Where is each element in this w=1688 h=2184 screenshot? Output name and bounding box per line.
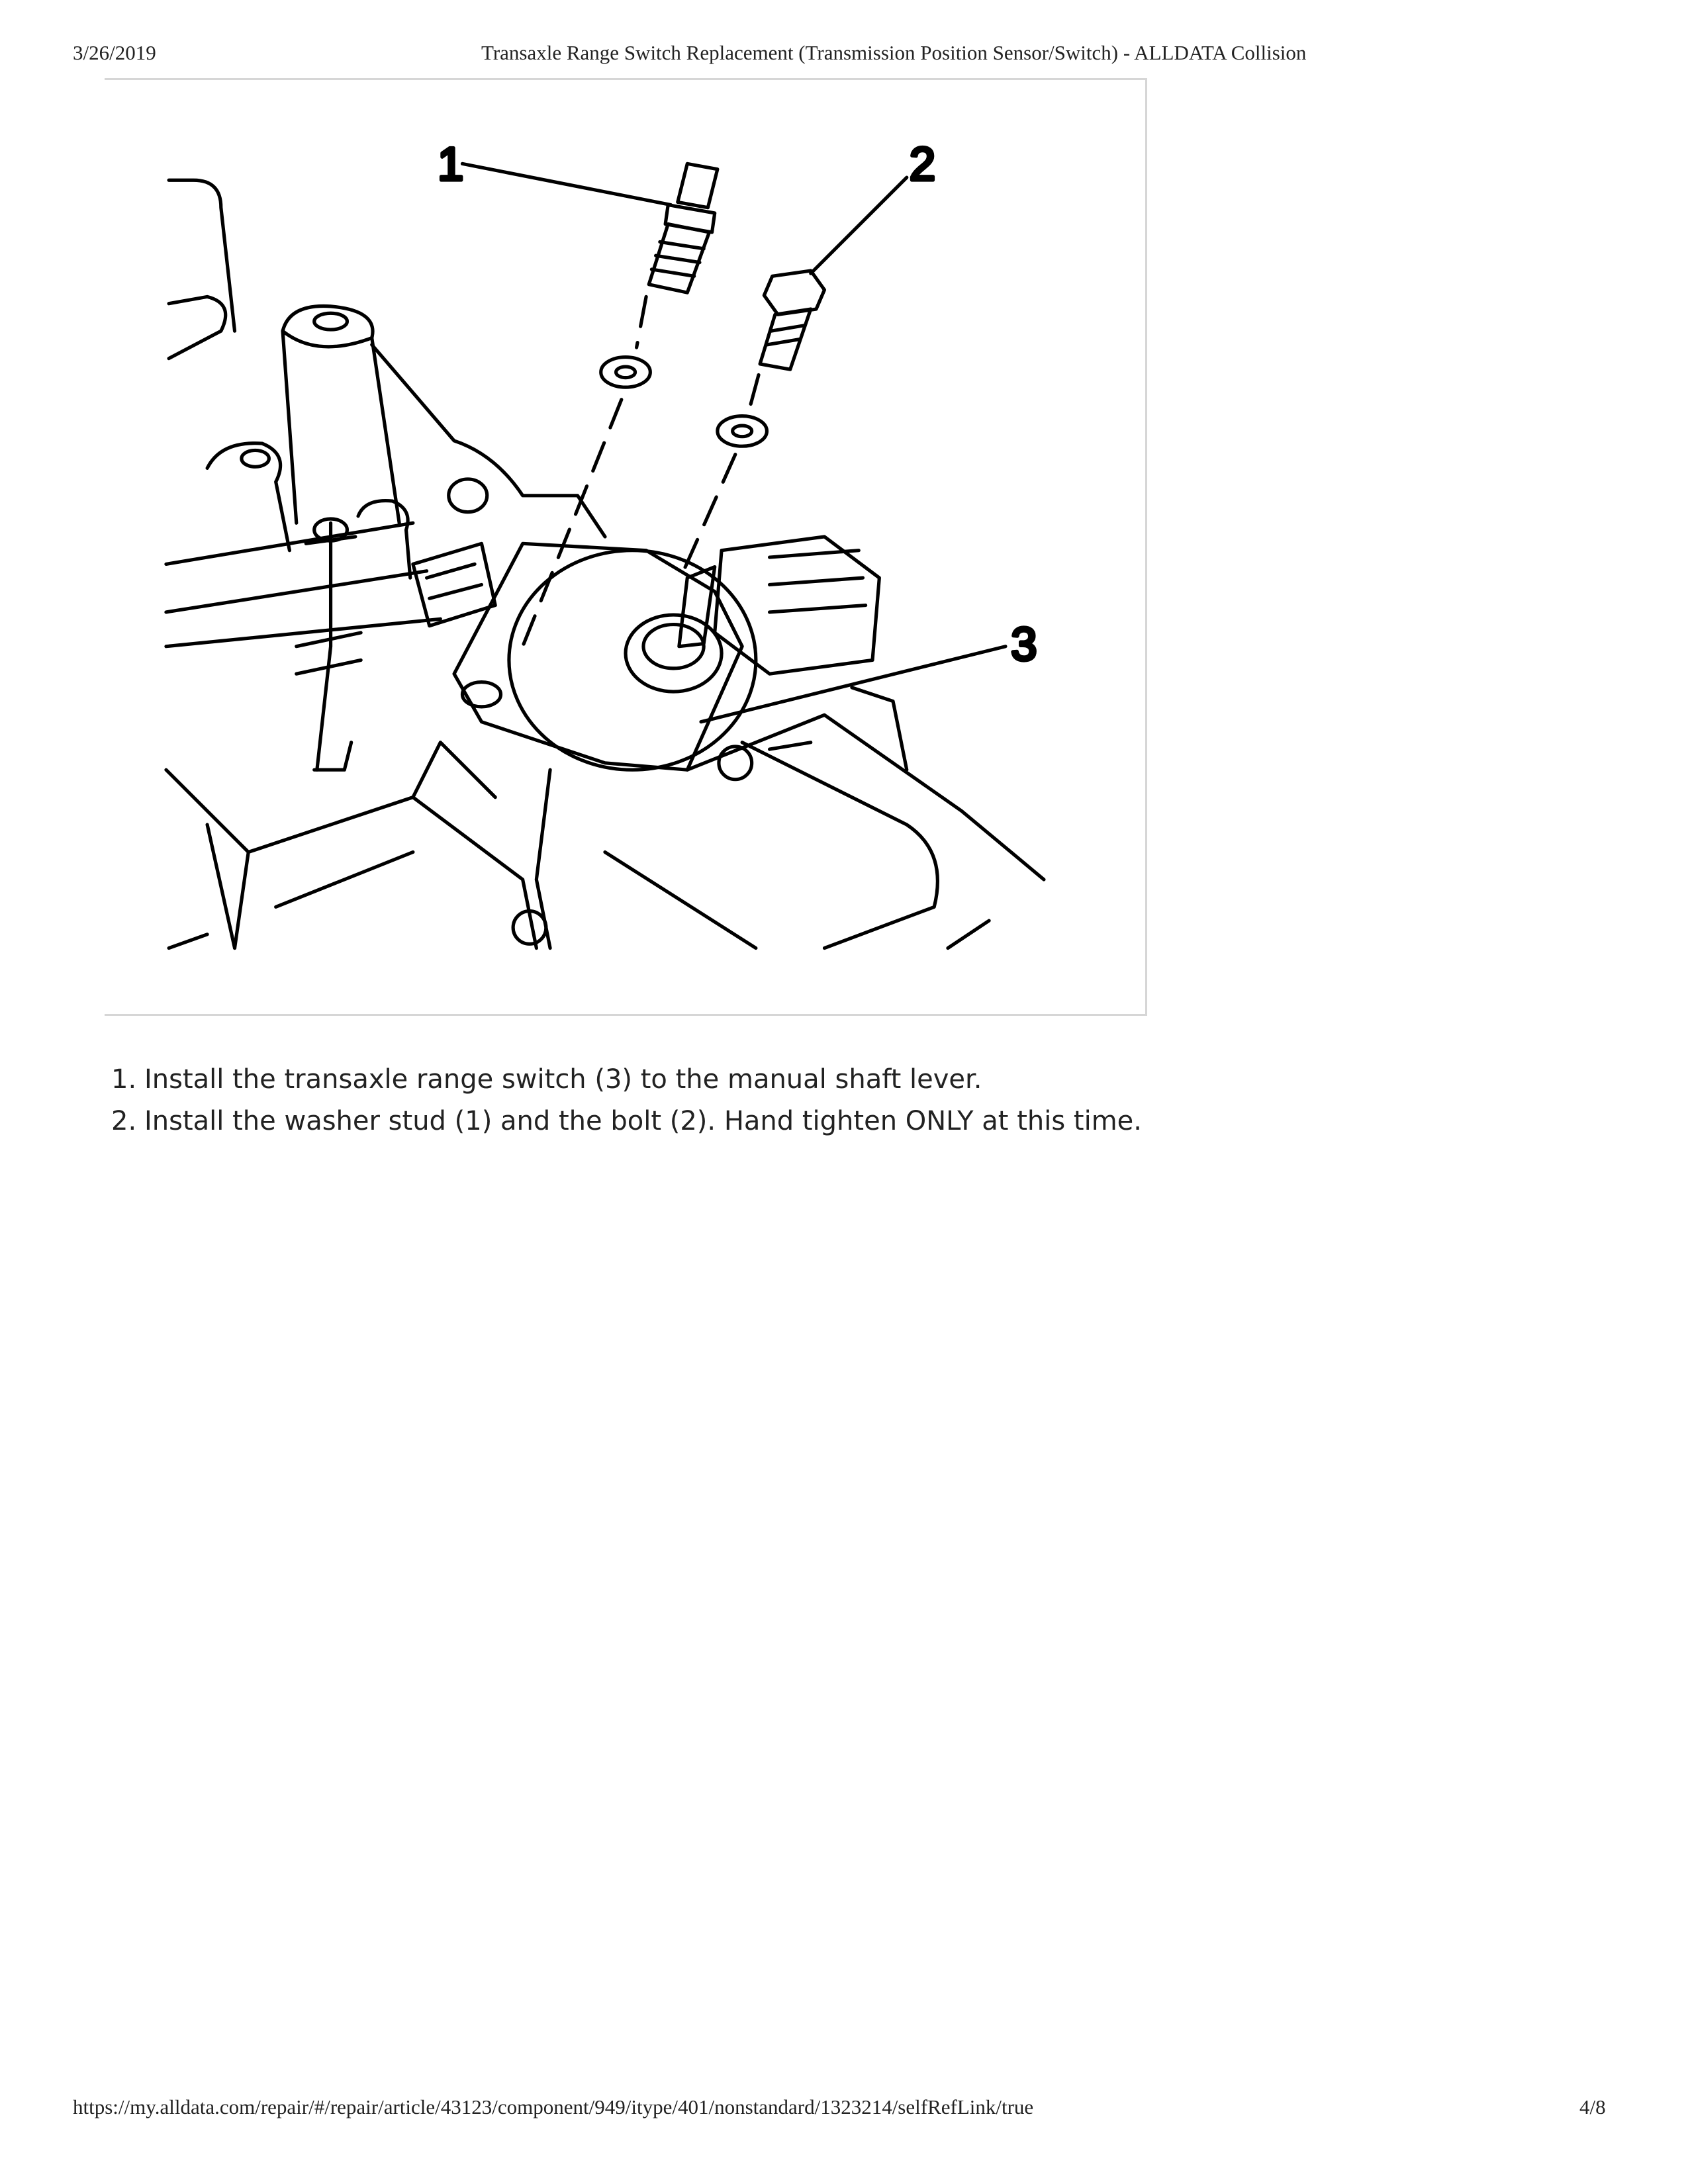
leader-lines (462, 163, 1005, 721)
page-number: 4/8 (1579, 2095, 1606, 2118)
step-item (111, 1101, 1142, 1142)
illustration-transaxle-range-switch (105, 78, 1147, 1016)
bolt (680, 271, 825, 578)
step-number: 1. (111, 1064, 137, 1095)
footer-url: https://my.alldata.com/repair/#/repair/article/43123/component/949/itype/401/nonstandard/1323214/selfRefLink/true (73, 2095, 1034, 2118)
step-number: 2. (111, 1106, 137, 1136)
range-switch (413, 537, 879, 770)
callout-1: 1 (438, 138, 464, 191)
callout-3: 3 (1011, 617, 1037, 670)
callout-2: 2 (909, 138, 936, 191)
page-title: Transaxle Range Switch Replacement (Transmission Position Sensor/Switch) - ALLDATA Collision (481, 41, 1307, 64)
step-text: Install the transaxle range switch (3) to the manual shaft lever. (144, 1064, 982, 1095)
transaxle-housing (166, 180, 1044, 948)
instruction-steps (111, 1059, 1142, 1142)
print-date: 3/26/2019 (73, 41, 156, 64)
step-text: Install the washer stud (1) and the bolt (2). Hand tighten ONLY at this time. (144, 1106, 1142, 1136)
step-item (111, 1059, 1142, 1101)
